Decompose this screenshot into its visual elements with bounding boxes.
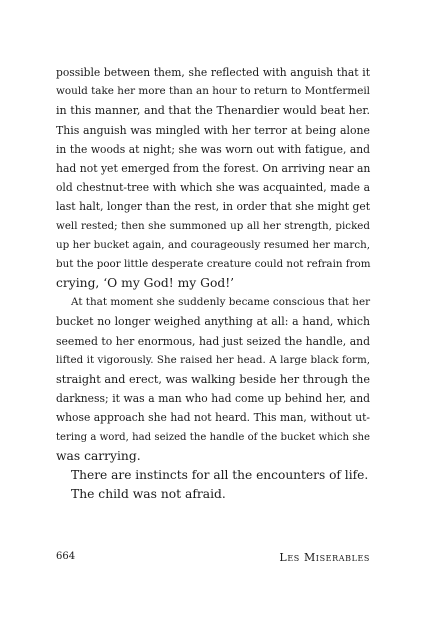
text-line: possible between them, she reflected with anguish that it xyxy=(56,66,370,79)
text-line: tering a word, had seized the handle of the bucket which she xyxy=(56,431,370,443)
text-line: old chestnut-tree with which she was acquainted, made a xyxy=(56,181,370,195)
text-line: There are instincts for all the encounters of life. xyxy=(71,467,369,482)
text-line: lifted it vigorously. She raised her head. A large black form, xyxy=(56,353,370,366)
text-line: but the poor little desperate creature could not refrain from xyxy=(56,257,371,270)
text-line: would take her more than an hour to return to Montfermeil xyxy=(56,85,370,98)
text-line: At that moment she suddenly became conscious that her xyxy=(71,296,371,309)
text-line: darkness; it was a man who had come up behind her, and xyxy=(56,392,370,406)
text-line: was carrying. xyxy=(56,448,141,463)
text-line: whose approach she had not heard. This man, without ut- xyxy=(56,411,370,425)
page-footer xyxy=(56,551,370,567)
text-line: in this manner, and that the Thenardier would beat her. xyxy=(56,104,370,118)
body-text xyxy=(56,63,370,504)
text-line: last halt, longer than the rest, in order that she might get xyxy=(56,200,370,214)
running-title: Les Miserables xyxy=(279,551,370,564)
text-line: well rested; then she summoned up all her strength, picked xyxy=(56,219,370,232)
text-line: The child was not afraid. xyxy=(71,487,226,502)
text-line: crying, ‘O my God! my God!’ xyxy=(56,276,235,291)
text-line: bucket no longer weighed anything at all: a hand, which xyxy=(56,315,370,329)
text-line: This anguish was mingled with her terror at being alone xyxy=(56,123,370,137)
text-line: had not yet emerged from the forest. On arriving near an xyxy=(56,161,371,175)
text-line: in the woods at night; she was worn out with fatigue, and xyxy=(56,142,370,156)
text-line: up her bucket again, and courageously resumed her march, xyxy=(56,238,370,251)
page-number: 664 xyxy=(56,551,76,562)
text-line: straight and erect, was walking beside her through the xyxy=(56,373,370,386)
text-line: seemed to her enormous, had just seized the handle, and xyxy=(56,334,370,348)
